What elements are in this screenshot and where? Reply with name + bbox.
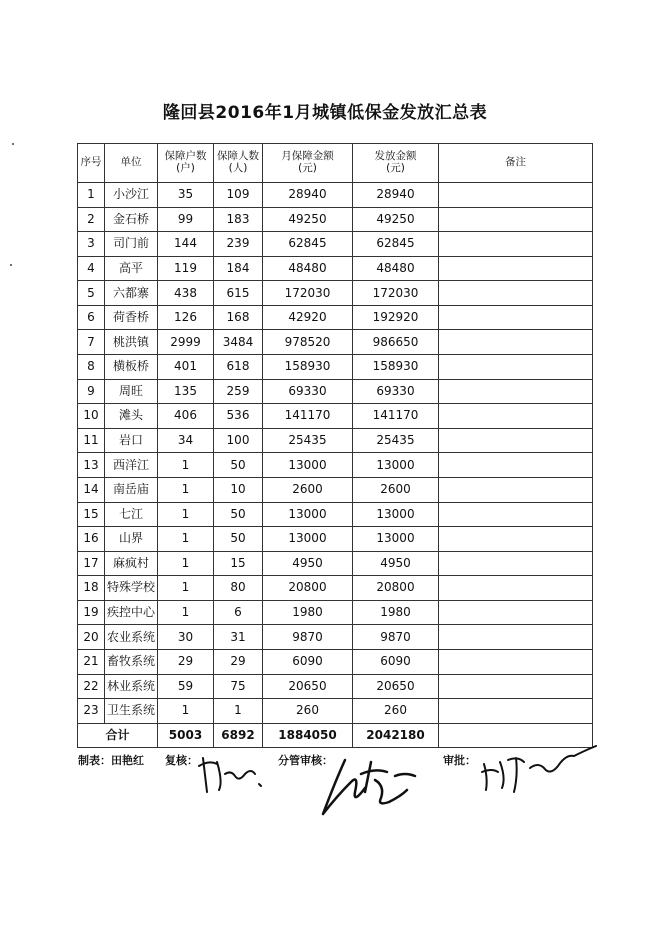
- table-row: [78, 477, 593, 502]
- cell-remarks: [439, 625, 593, 650]
- table-row: [78, 649, 593, 674]
- cell-unit: 岩口: [105, 428, 158, 453]
- cell-issued-amount: 20800: [353, 576, 439, 601]
- cell-unit: 六都寨: [105, 281, 158, 306]
- table-header-row: [78, 144, 593, 183]
- cell-monthly-amount: 6090: [263, 649, 353, 674]
- cell-persons: 1: [214, 699, 263, 724]
- cell-remarks: [439, 256, 593, 281]
- header-households: 保障户数 (户): [158, 144, 214, 183]
- cell-issued-amount: 13000: [353, 527, 439, 552]
- cell-households: 126: [158, 305, 214, 330]
- header-seq: 序号: [78, 144, 105, 183]
- cell-monthly-amount: 48480: [263, 256, 353, 281]
- cell-issued-amount: 158930: [353, 355, 439, 380]
- cell-unit: 金石桥: [105, 207, 158, 232]
- cell-seq: 9: [78, 379, 105, 404]
- cell-monthly-amount: 25435: [263, 428, 353, 453]
- cell-issued-amount: 986650: [353, 330, 439, 355]
- total-label: 合计: [78, 724, 158, 748]
- cell-remarks: [439, 453, 593, 478]
- cell-remarks: [439, 527, 593, 552]
- table-row: [78, 699, 593, 724]
- cell-monthly-amount: 978520: [263, 330, 353, 355]
- cell-unit: 七江: [105, 502, 158, 527]
- cell-monthly-amount: 260: [263, 699, 353, 724]
- cell-persons: 15: [214, 551, 263, 576]
- cell-remarks: [439, 428, 593, 453]
- table-row: [78, 674, 593, 699]
- cell-unit: 林业系统: [105, 674, 158, 699]
- cell-remarks: [439, 600, 593, 625]
- header-monthly-amount: 月保障金额 (元): [263, 144, 353, 183]
- table-row: [78, 527, 593, 552]
- cell-seq: 6: [78, 305, 105, 330]
- cell-issued-amount: 172030: [353, 281, 439, 306]
- table-row: [78, 551, 593, 576]
- cell-issued-amount: 28940: [353, 183, 439, 208]
- cell-households: 438: [158, 281, 214, 306]
- cell-seq: 7: [78, 330, 105, 355]
- cell-households: 99: [158, 207, 214, 232]
- table-row: [78, 404, 593, 429]
- cell-households: 34: [158, 428, 214, 453]
- total-households: 5003: [158, 724, 214, 748]
- cell-issued-amount: 20650: [353, 674, 439, 699]
- scan-speck: [12, 143, 14, 145]
- cell-unit: 疾控中心: [105, 600, 158, 625]
- document-title: 隆回县2016年1月城镇低保金发放汇总表: [162, 103, 488, 123]
- total-persons: 6892: [214, 724, 263, 748]
- cell-seq: 22: [78, 674, 105, 699]
- cell-remarks: [439, 699, 593, 724]
- cell-monthly-amount: 20650: [263, 674, 353, 699]
- cell-remarks: [439, 232, 593, 257]
- cell-unit: 周旺: [105, 379, 158, 404]
- cell-persons: 239: [214, 232, 263, 257]
- cell-monthly-amount: 13000: [263, 453, 353, 478]
- cell-seq: 3: [78, 232, 105, 257]
- cell-households: 1: [158, 453, 214, 478]
- approval-signature: [478, 742, 603, 797]
- cell-persons: 50: [214, 453, 263, 478]
- cell-remarks: [439, 404, 593, 429]
- cell-seq: 2: [78, 207, 105, 232]
- cell-seq: 4: [78, 256, 105, 281]
- cell-seq: 16: [78, 527, 105, 552]
- cell-unit: 畜牧系统: [105, 649, 158, 674]
- cell-remarks: [439, 649, 593, 674]
- cell-persons: 3484: [214, 330, 263, 355]
- cell-issued-amount: 2600: [353, 477, 439, 502]
- table-row: [78, 281, 593, 306]
- cell-persons: 618: [214, 355, 263, 380]
- cell-issued-amount: 49250: [353, 207, 439, 232]
- table-row: [78, 305, 593, 330]
- approval-label: 审批：: [443, 754, 476, 767]
- review-label: 复核：: [165, 754, 198, 767]
- cell-persons: 615: [214, 281, 263, 306]
- cell-unit: 麻疯村: [105, 551, 158, 576]
- cell-unit: 滩头: [105, 404, 158, 429]
- cell-seq: 18: [78, 576, 105, 601]
- cell-seq: 11: [78, 428, 105, 453]
- cell-households: 144: [158, 232, 214, 257]
- cell-seq: 5: [78, 281, 105, 306]
- cell-remarks: [439, 551, 593, 576]
- cell-monthly-amount: 13000: [263, 527, 353, 552]
- cell-monthly-amount: 20800: [263, 576, 353, 601]
- cell-seq: 21: [78, 649, 105, 674]
- cell-unit: 荷香桥: [105, 305, 158, 330]
- cell-remarks: [439, 477, 593, 502]
- cell-monthly-amount: 42920: [263, 305, 353, 330]
- cell-persons: 168: [214, 305, 263, 330]
- cell-unit: 横板桥: [105, 355, 158, 380]
- cell-issued-amount: 69330: [353, 379, 439, 404]
- cell-seq: 10: [78, 404, 105, 429]
- cell-monthly-amount: 4950: [263, 551, 353, 576]
- cell-unit: 司门前: [105, 232, 158, 257]
- cell-issued-amount: 62845: [353, 232, 439, 257]
- cell-unit: 桃洪镇: [105, 330, 158, 355]
- cell-persons: 75: [214, 674, 263, 699]
- table-row: [78, 232, 593, 257]
- cell-issued-amount: 48480: [353, 256, 439, 281]
- table-row: [78, 183, 593, 208]
- cell-issued-amount: 192920: [353, 305, 439, 330]
- cell-persons: 50: [214, 502, 263, 527]
- cell-monthly-amount: 2600: [263, 477, 353, 502]
- total-monthly-amount: 1884050: [263, 724, 353, 748]
- cell-households: 2999: [158, 330, 214, 355]
- cell-seq: 13: [78, 453, 105, 478]
- cell-monthly-amount: 13000: [263, 502, 353, 527]
- cell-unit: 山界: [105, 527, 158, 552]
- supervisor-review-label: 分管审核：: [278, 754, 333, 767]
- cell-remarks: [439, 305, 593, 330]
- cell-persons: 259: [214, 379, 263, 404]
- cell-remarks: [439, 183, 593, 208]
- cell-households: 1: [158, 477, 214, 502]
- cell-unit: 西洋江: [105, 453, 158, 478]
- cell-households: 59: [158, 674, 214, 699]
- cell-unit: 小沙江: [105, 183, 158, 208]
- table-row: [78, 428, 593, 453]
- cell-remarks: [439, 330, 593, 355]
- cell-remarks: [439, 281, 593, 306]
- cell-unit: 高平: [105, 256, 158, 281]
- cell-unit: 南岳庙: [105, 477, 158, 502]
- table-row: [78, 330, 593, 355]
- cell-households: 1: [158, 551, 214, 576]
- cell-households: 30: [158, 625, 214, 650]
- cell-households: 1: [158, 527, 214, 552]
- cell-households: 1: [158, 600, 214, 625]
- cell-monthly-amount: 158930: [263, 355, 353, 380]
- cell-persons: 184: [214, 256, 263, 281]
- cell-households: 35: [158, 183, 214, 208]
- cell-remarks: [439, 355, 593, 380]
- cell-remarks: [439, 674, 593, 699]
- cell-persons: 536: [214, 404, 263, 429]
- prepared-by-label: 制表：田艳红: [78, 754, 144, 767]
- cell-monthly-amount: 62845: [263, 232, 353, 257]
- cell-households: 401: [158, 355, 214, 380]
- cell-households: 1: [158, 699, 214, 724]
- header-issued-amount: 发放金额 (元): [353, 144, 439, 183]
- cell-persons: 100: [214, 428, 263, 453]
- cell-seq: 19: [78, 600, 105, 625]
- table-row: [78, 256, 593, 281]
- cell-issued-amount: 141170: [353, 404, 439, 429]
- table-row: [78, 576, 593, 601]
- table-row: [78, 502, 593, 527]
- total-issued-amount: 2042180: [353, 724, 439, 748]
- table-row: [78, 379, 593, 404]
- supervisor-signature: [315, 752, 435, 822]
- cell-persons: 50: [214, 527, 263, 552]
- cell-persons: 80: [214, 576, 263, 601]
- cell-monthly-amount: 28940: [263, 183, 353, 208]
- cell-unit: 卫生系统: [105, 699, 158, 724]
- cell-persons: 29: [214, 649, 263, 674]
- cell-issued-amount: 25435: [353, 428, 439, 453]
- cell-remarks: [439, 502, 593, 527]
- cell-monthly-amount: 1980: [263, 600, 353, 625]
- cell-remarks: [439, 207, 593, 232]
- table-row: [78, 625, 593, 650]
- cell-issued-amount: 13000: [353, 453, 439, 478]
- table-row: [78, 207, 593, 232]
- cell-households: 29: [158, 649, 214, 674]
- cell-remarks: [439, 379, 593, 404]
- cell-seq: 14: [78, 477, 105, 502]
- cell-seq: 15: [78, 502, 105, 527]
- cell-persons: 109: [214, 183, 263, 208]
- header-unit: 单位: [105, 144, 158, 183]
- cell-seq: 1: [78, 183, 105, 208]
- cell-households: 119: [158, 256, 214, 281]
- allowance-table: [77, 143, 593, 748]
- cell-monthly-amount: 9870: [263, 625, 353, 650]
- cell-households: 135: [158, 379, 214, 404]
- cell-issued-amount: 1980: [353, 600, 439, 625]
- cell-seq: 20: [78, 625, 105, 650]
- cell-monthly-amount: 49250: [263, 207, 353, 232]
- cell-households: 406: [158, 404, 214, 429]
- cell-seq: 17: [78, 551, 105, 576]
- header-remarks: 备注: [439, 144, 593, 183]
- cell-monthly-amount: 141170: [263, 404, 353, 429]
- review-signature: [195, 752, 270, 797]
- cell-monthly-amount: 172030: [263, 281, 353, 306]
- cell-issued-amount: 4950: [353, 551, 439, 576]
- table-row: [78, 355, 593, 380]
- cell-households: 1: [158, 502, 214, 527]
- scan-speck: [10, 264, 12, 266]
- cell-issued-amount: 9870: [353, 625, 439, 650]
- table-row: [78, 600, 593, 625]
- cell-issued-amount: 13000: [353, 502, 439, 527]
- cell-persons: 6: [214, 600, 263, 625]
- cell-unit: 农业系统: [105, 625, 158, 650]
- cell-persons: 183: [214, 207, 263, 232]
- cell-issued-amount: 260: [353, 699, 439, 724]
- table-row: [78, 453, 593, 478]
- cell-unit: 特殊学校: [105, 576, 158, 601]
- cell-seq: 23: [78, 699, 105, 724]
- cell-issued-amount: 6090: [353, 649, 439, 674]
- cell-seq: 8: [78, 355, 105, 380]
- cell-persons: 10: [214, 477, 263, 502]
- cell-households: 1: [158, 576, 214, 601]
- header-persons: 保障人数 (人): [214, 144, 263, 183]
- cell-persons: 31: [214, 625, 263, 650]
- cell-monthly-amount: 69330: [263, 379, 353, 404]
- cell-remarks: [439, 576, 593, 601]
